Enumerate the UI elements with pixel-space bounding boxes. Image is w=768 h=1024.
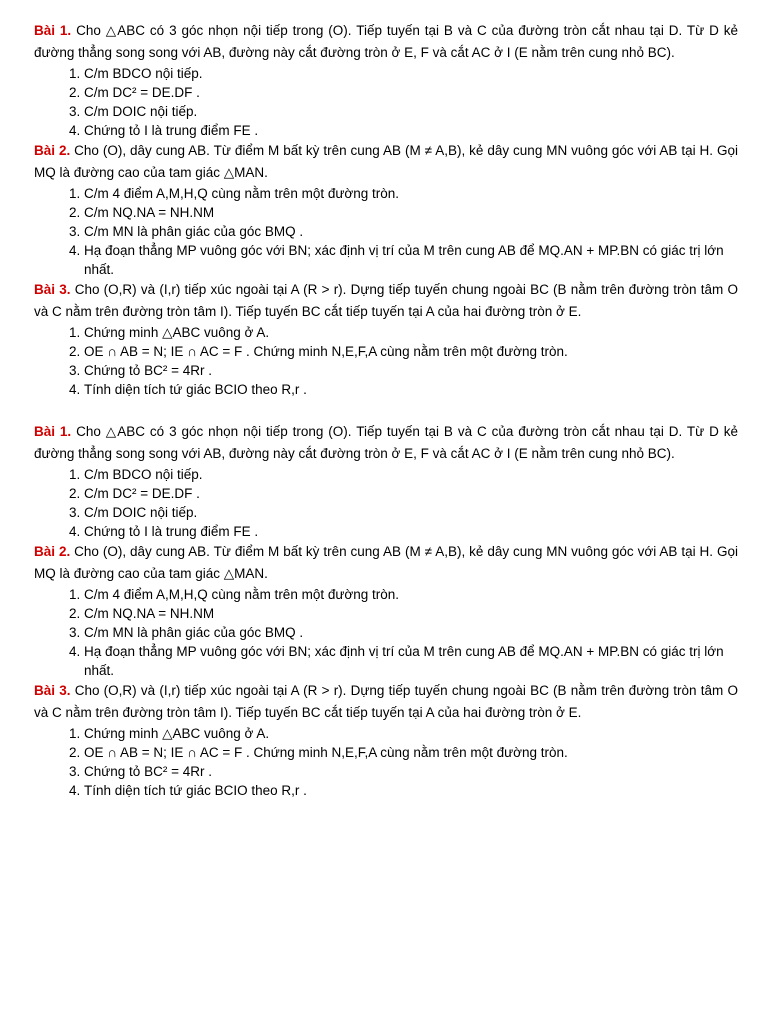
problem-2-text: Cho (O), dây cung AB. Từ điểm M bất kỳ trên cung AB (M ≠ A,B), kẻ dây cung MN vuông góc với AB tại H. Gọi MQ là đường cao của tam giác △MAN. [34,143,738,180]
problem-1-text: Cho △ABC có 3 góc nhọn nội tiếp trong (O). Tiếp tuyến tại B và C của đường tròn cắt nhau tại D. Từ D kẻ đường thẳng song song với AB, đường này cắt đường tròn ở E, F và cắt AC ở I (E nằm trên cung nhỏ BC). [34,23,738,60]
problem-1-tasks [34,465,738,541]
task-item: 2. OE ∩ AB = N; IE ∩ AC = F . Chứng minh N,E,F,A cùng nằm trên một đường tròn. [84,342,738,361]
problem-3-text: Cho (O,R) và (I,r) tiếp xúc ngoài tại A (R > r). Dựng tiếp tuyến chung ngoài BC (B nằm trên đường tròn tâm O và C nằm trên đường tròn tâm I). Tiếp tuyến BC cắt tiếp tuyến tại A của hai đường tròn ở E. [34,282,738,319]
task-item: 4. Hạ đoạn thẳng MP vuông góc với BN; xác định vị trí của M trên cung AB để MQ.AN + MP.BN có giác trị lớn nhất. [84,241,738,279]
task-item: 4. Tính diện tích tứ giác BCIO theo R,r . [84,380,738,399]
task-item: 2. OE ∩ AB = N; IE ∩ AC = F . Chứng minh N,E,F,A cùng nằm trên một đường tròn. [84,743,738,762]
problem-set-1 [34,20,738,399]
problem-2-statement [34,140,738,184]
task-item: 4. Chứng tỏ I là trung điểm FE . [84,121,738,140]
problem-3-heading: Bài 3. [34,282,71,297]
task-item: 4. Hạ đoạn thẳng MP vuông góc với BN; xác định vị trí của M trên cung AB để MQ.AN + MP.BN có giác trị lớn nhất. [84,642,738,680]
task-item: 2. C/m DC² = DE.DF . [84,484,738,503]
problem-1-heading: Bài 1. [34,424,72,439]
problem-1-statement [34,421,738,465]
problem-3-heading: Bài 3. [34,683,71,698]
problem-3-tasks [34,323,738,399]
problem-3-tasks [34,724,738,800]
problem-2-tasks [34,585,738,680]
problem-1-statement [34,20,738,64]
task-item: 1. C/m BDCO nội tiếp. [84,465,738,484]
task-item: 1. C/m 4 điểm A,M,H,Q cùng nằm trên một đường tròn. [84,585,738,604]
task-item: 2. C/m DC² = DE.DF . [84,83,738,102]
problem-1-text: Cho △ABC có 3 góc nhọn nội tiếp trong (O). Tiếp tuyến tại B và C của đường tròn cắt nhau tại D. Từ D kẻ đường thẳng song song với AB, đường này cắt đường tròn ở E, F và cắt AC ở I (E nằm trên cung nhỏ BC). [34,424,738,461]
problem-2-heading: Bài 2. [34,143,71,158]
problem-3-statement [34,279,738,323]
problem-1-tasks [34,64,738,140]
task-item: 1. Chứng minh △ABC vuông ở A. [84,724,738,743]
task-item: 1. C/m BDCO nội tiếp. [84,64,738,83]
task-item: 3. C/m DOIC nội tiếp. [84,102,738,121]
task-item: 2. C/m NQ.NA = NH.NM [84,203,738,222]
task-item: 2. C/m NQ.NA = NH.NM [84,604,738,623]
problem-2-heading: Bài 2. [34,544,71,559]
task-item: 3. Chứng tỏ BC² = 4Rr . [84,361,738,380]
task-item: 1. C/m 4 điểm A,M,H,Q cùng nằm trên một đường tròn. [84,184,738,203]
task-item: 3. C/m MN là phân giác của góc BMQ . [84,222,738,241]
task-item: 4. Tính diện tích tứ giác BCIO theo R,r . [84,781,738,800]
task-item: 1. Chứng minh △ABC vuông ở A. [84,323,738,342]
task-item: 4. Chứng tỏ I là trung điểm FE . [84,522,738,541]
problem-2-text: Cho (O), dây cung AB. Từ điểm M bất kỳ trên cung AB (M ≠ A,B), kẻ dây cung MN vuông góc với AB tại H. Gọi MQ là đường cao của tam giác △MAN. [34,544,738,581]
problem-2-statement [34,541,738,585]
problem-set-2 [34,421,738,800]
task-item: 3. C/m DOIC nội tiếp. [84,503,738,522]
problem-3-text: Cho (O,R) và (I,r) tiếp xúc ngoài tại A (R > r). Dựng tiếp tuyến chung ngoài BC (B nằm trên đường tròn tâm O và C nằm trên đường tròn tâm I). Tiếp tuyến BC cắt tiếp tuyến tại A của hai đường tròn ở E. [34,683,738,720]
task-item: 3. C/m MN là phân giác của góc BMQ . [84,623,738,642]
problem-1-heading: Bài 1. [34,23,72,38]
problem-3-statement [34,680,738,724]
task-item: 3. Chứng tỏ BC² = 4Rr . [84,762,738,781]
problem-2-tasks [34,184,738,279]
